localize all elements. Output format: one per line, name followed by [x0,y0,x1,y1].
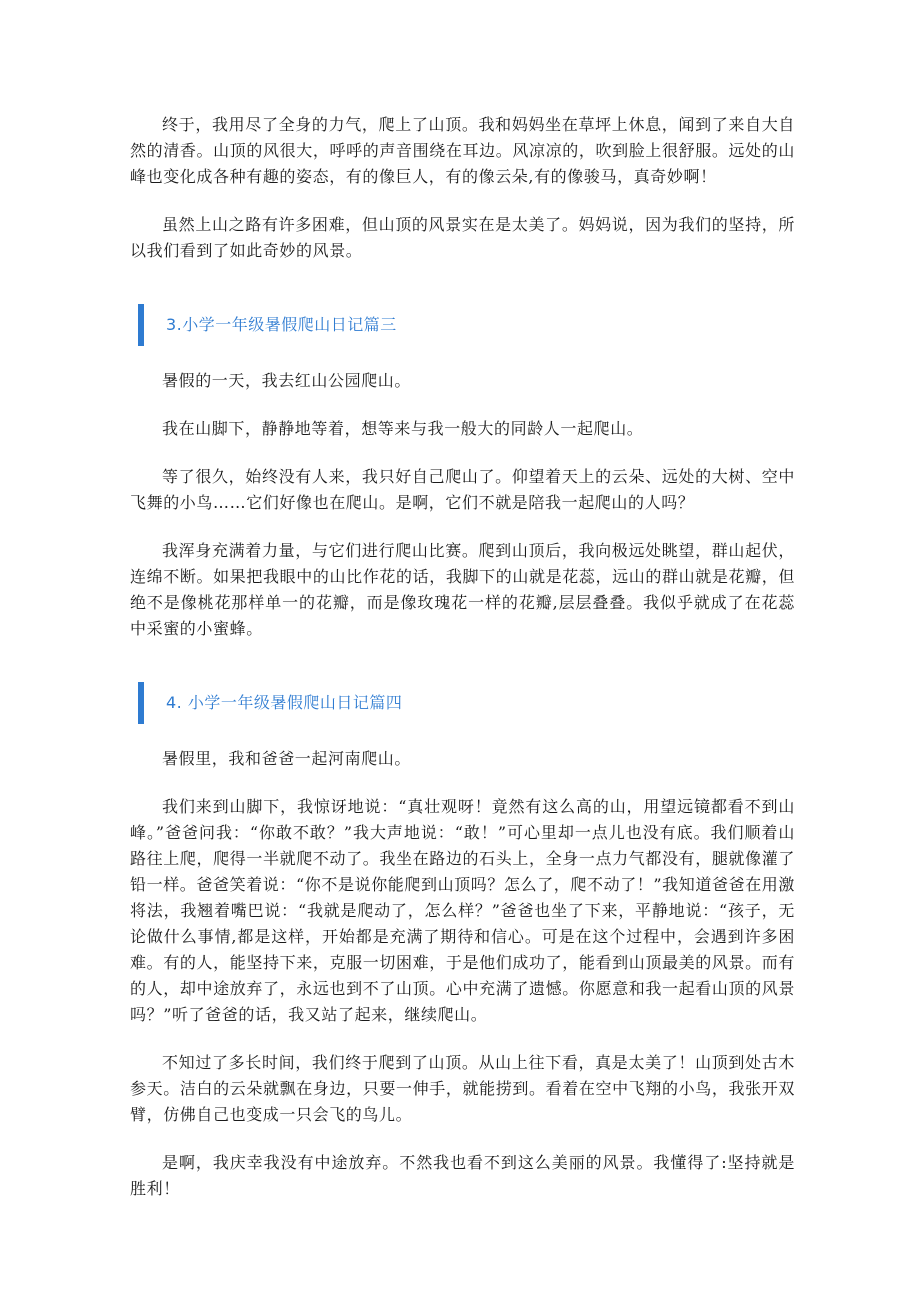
paragraph: 等了很久，始终没有人来，我只好自己爬山了。仰望着天上的云朵、远处的大树、空中飞舞的小鸟……它们好像也在爬山。是啊，它们不就是陪我一起爬山的人吗？ [130,467,795,512]
paragraph: 不知过了多长时间，我们终于爬到了山顶。从山上往下看，真是太美了！山顶到处古木参天。洁白的云朵就飘在身边，只要一伸手，就能捞到。看着在空中飞翔的小鸟，我张开双臂，仿佛自己也变成一只会飞的鸟儿。 [130,1053,795,1124]
paragraph: 是啊，我庆幸我没有中途放弃。不然我也看不到这么美丽的风景。我懂得了:坚持就是胜利！ [130,1153,795,1198]
section-title: 4. 小学一年级暑假爬山日记篇四 [166,693,403,712]
paragraph: 我浑身充满着力量，与它们进行爬山比赛。爬到山顶后，我向极远处眺望，群山起伏，连绵不断。如果把我眼中的山比作花的话，我脚下的山就是花蕊，远山的群山就是花瓣，但绝不是像桃花那样单一的花瓣，而是像玫瑰花一样的花瓣,层层叠叠。我似乎就成了在花蕊中采蜜的小蜜蜂。 [130,541,795,638]
section-heading-4 [130,682,795,724]
section-accent-bar [138,304,144,346]
document-page [130,112,795,1224]
paragraph: 虽然上山之路有许多困难，但山顶的风景实在是太美了。妈妈说，因为我们的坚持，所以我们看到了如此奇妙的风景。 [130,215,795,260]
paragraph: 我在山脚下，静静地等着，想等来与我一般大的同龄人一起爬山。 [162,419,644,438]
section-accent-bar [138,682,144,724]
section-heading-3 [130,304,795,346]
paragraph: 我们来到山脚下，我惊讶地说：“真壮观呀！竟然有这么高的山，用望远镜都看不到山峰。”爸爸问我：“你敢不敢？”我大声地说：“敢！”可心里却一点儿也没有底。我们顺着山路往上爬，爬得一半就爬不动了。我坐在路边的石头上，全身一点力气都没有，腿就像灌了铅一样。爸爸笑着说：“你不是说你能爬到山顶吗？怎么了，爬不动了！”我知道爸爸在用激将法，我翘着嘴巴说：“我就是爬动了，怎么样？”爸爸也坐了下来，平静地说：“孩子，无论做什么事情,都是这样，开始都是充满了期待和信心。可是在这个过程中，会遇到许多困难。有的人，能坚持下来，克服一切困难，于是他们成功了，能看到山顶最美的风景。而有的人，却中途放弃了，永远也到不了山顶。心中充满了遗憾。你愿意和我一起看山顶的风景吗？”听了爸爸的话，我又站了起来，继续爬山。 [130,797,795,1024]
paragraph: 终于，我用尽了全身的力气，爬上了山顶。我和妈妈坐在草坪上休息，闻到了来自大自然的清香。山顶的风很大，呼呼的声音围绕在耳边。风凉凉的，吹到脸上很舒服。远处的山峰也变化成各种有趣的姿态，有的像巨人，有的像云朵,有的像骏马，真奇妙啊！ [130,115,795,186]
section-title: 3.小学一年级暑假爬山日记篇三 [166,315,397,334]
paragraph: 暑假的一天，我去红山公园爬山。 [162,371,412,390]
paragraph: 暑假里，我和爸爸一起河南爬山。 [162,749,412,768]
